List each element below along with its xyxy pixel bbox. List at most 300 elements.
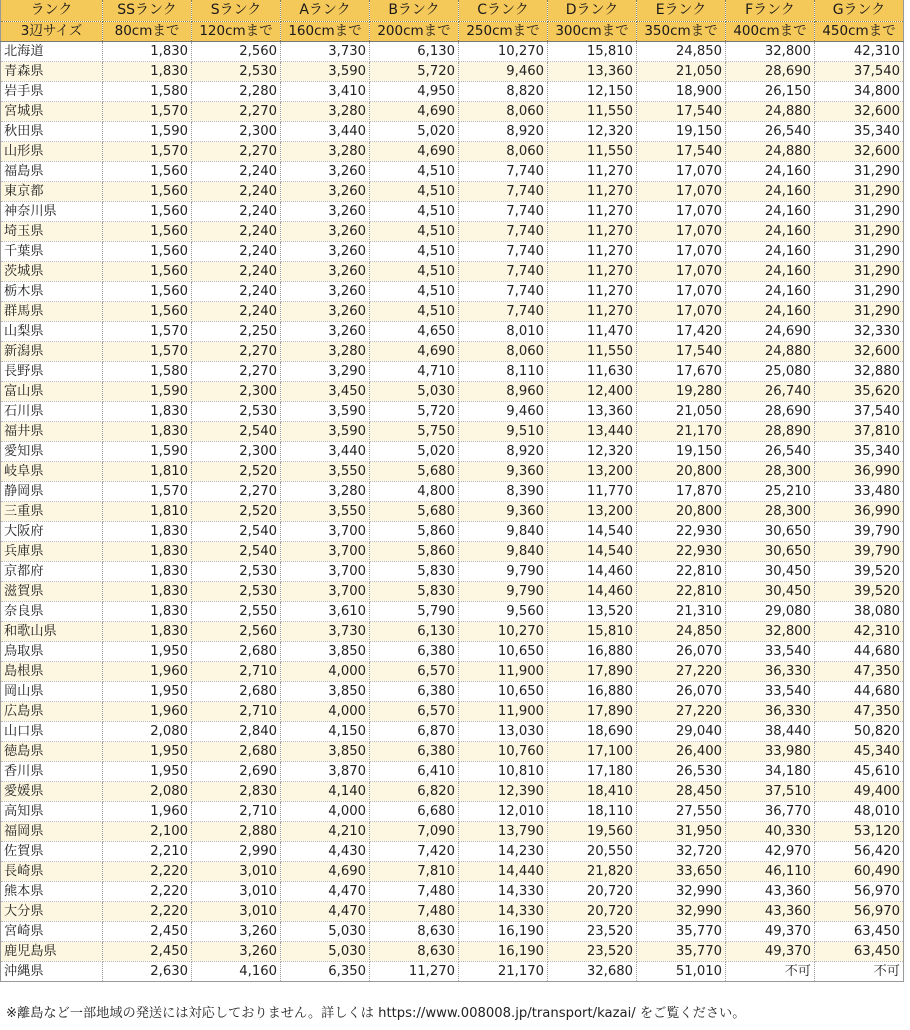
rate-cell: 1,590 — [103, 382, 192, 402]
prefecture-name: 徳島県 — [1, 742, 103, 762]
prefecture-name: 福井県 — [1, 422, 103, 442]
rate-cell: 14,460 — [548, 562, 637, 582]
rate-cell: 20,720 — [548, 902, 637, 922]
rate-cell: 5,750 — [370, 422, 459, 442]
rate-cell: 4,510 — [370, 242, 459, 262]
prefecture-name: 秋田県 — [1, 122, 103, 142]
rate-cell: 3,260 — [281, 302, 370, 322]
rate-cell: 5,830 — [370, 582, 459, 602]
rate-cell: 32,800 — [726, 42, 815, 62]
rate-cell: 2,520 — [192, 502, 281, 522]
rate-cell: 7,740 — [459, 302, 548, 322]
table-row — [1, 322, 904, 342]
table-row — [1, 362, 904, 382]
rate-cell: 60,490 — [815, 862, 904, 882]
rate-cell: 11,270 — [370, 962, 459, 982]
rate-cell: 35,340 — [815, 442, 904, 462]
rate-cell: 21,170 — [459, 962, 548, 982]
rate-cell: 42,970 — [726, 842, 815, 862]
rate-cell: 36,330 — [726, 702, 815, 722]
rate-cell: 9,460 — [459, 62, 548, 82]
header-cell: 350cmまで — [637, 22, 726, 42]
prefecture-name: 滋賀県 — [1, 582, 103, 602]
rate-cell: 3,870 — [281, 762, 370, 782]
table-row — [1, 782, 904, 802]
rate-cell: 13,360 — [548, 62, 637, 82]
rate-cell: 24,880 — [726, 142, 815, 162]
rate-cell: 11,270 — [548, 242, 637, 262]
table-row — [1, 662, 904, 682]
rate-cell: 1,590 — [103, 122, 192, 142]
rate-cell: 2,560 — [192, 622, 281, 642]
rate-cell: 7,480 — [370, 902, 459, 922]
rate-cell: 1,560 — [103, 182, 192, 202]
rate-cell: 34,180 — [726, 762, 815, 782]
rate-cell: 17,070 — [637, 182, 726, 202]
rate-cell: 24,160 — [726, 222, 815, 242]
prefecture-name: 鳥取県 — [1, 642, 103, 662]
rate-cell: 2,240 — [192, 222, 281, 242]
rate-cell: 20,800 — [637, 502, 726, 522]
rate-cell: 1,830 — [103, 542, 192, 562]
rate-cell: 11,900 — [459, 702, 548, 722]
rate-cell: 4,140 — [281, 782, 370, 802]
rate-cell: 26,540 — [726, 442, 815, 462]
rate-cell: 1,590 — [103, 442, 192, 462]
rate-cell: 4,690 — [281, 862, 370, 882]
rate-cell: 22,930 — [637, 522, 726, 542]
table-row — [1, 82, 904, 102]
prefecture-name: 長野県 — [1, 362, 103, 382]
rate-cell: 1,830 — [103, 522, 192, 542]
rate-cell: 12,320 — [548, 442, 637, 462]
rate-cell: 18,900 — [637, 82, 726, 102]
rate-cell: 13,440 — [548, 422, 637, 442]
rate-cell: 31,290 — [815, 162, 904, 182]
rate-cell: 1,560 — [103, 162, 192, 182]
rate-cell: 2,540 — [192, 542, 281, 562]
rate-cell: 4,690 — [370, 102, 459, 122]
rate-cell: 5,030 — [370, 382, 459, 402]
rate-cell: 4,000 — [281, 662, 370, 682]
rate-cell: 13,360 — [548, 402, 637, 422]
rate-cell: 24,160 — [726, 202, 815, 222]
rate-cell: 35,770 — [637, 942, 726, 962]
rate-cell: 31,290 — [815, 222, 904, 242]
rate-cell: 42,310 — [815, 42, 904, 62]
rate-cell: 15,810 — [548, 622, 637, 642]
rate-cell: 7,420 — [370, 842, 459, 862]
rate-cell: 不可 — [815, 962, 904, 982]
table-header — [1, 0, 904, 42]
rate-cell: 3,280 — [281, 102, 370, 122]
rate-cell: 1,830 — [103, 622, 192, 642]
prefecture-name: 埼玉県 — [1, 222, 103, 242]
table-row — [1, 162, 904, 182]
rate-cell: 1,830 — [103, 62, 192, 82]
rate-cell: 6,680 — [370, 802, 459, 822]
rate-cell: 2,270 — [192, 362, 281, 382]
rate-cell: 2,680 — [192, 742, 281, 762]
rate-cell: 17,420 — [637, 322, 726, 342]
rate-cell: 5,860 — [370, 522, 459, 542]
rate-cell: 2,240 — [192, 162, 281, 182]
rate-cell: 51,010 — [637, 962, 726, 982]
rate-cell: 3,260 — [192, 922, 281, 942]
rate-cell: 3,440 — [281, 442, 370, 462]
rate-cell: 7,740 — [459, 182, 548, 202]
rate-cell: 4,210 — [281, 822, 370, 842]
prefecture-name: 大阪府 — [1, 522, 103, 542]
rate-cell: 3,730 — [281, 42, 370, 62]
rate-cell: 9,840 — [459, 522, 548, 542]
rate-cell: 3,010 — [192, 902, 281, 922]
table-row — [1, 802, 904, 822]
rate-cell: 4,710 — [370, 362, 459, 382]
rate-cell: 2,080 — [103, 782, 192, 802]
rate-cell: 36,990 — [815, 502, 904, 522]
rate-cell: 13,520 — [548, 602, 637, 622]
rate-cell: 35,770 — [637, 922, 726, 942]
table-row — [1, 742, 904, 762]
rate-cell: 22,810 — [637, 582, 726, 602]
prefecture-name: 宮城県 — [1, 102, 103, 122]
rate-cell: 45,610 — [815, 762, 904, 782]
table-row — [1, 542, 904, 562]
rate-cell: 4,510 — [370, 202, 459, 222]
rate-cell: 8,010 — [459, 322, 548, 342]
table-row — [1, 642, 904, 662]
rate-cell: 43,360 — [726, 882, 815, 902]
rate-cell: 13,790 — [459, 822, 548, 842]
rate-cell: 6,380 — [370, 642, 459, 662]
rate-cell: 56,970 — [815, 902, 904, 922]
rate-cell: 1,570 — [103, 322, 192, 342]
rate-cell: 11,270 — [548, 262, 637, 282]
rate-cell: 32,680 — [548, 962, 637, 982]
prefecture-name: 福岡県 — [1, 822, 103, 842]
table-row — [1, 302, 904, 322]
header-cell: 200cmまで — [370, 22, 459, 42]
rate-cell: 17,070 — [637, 222, 726, 242]
rate-cell: 3,260 — [281, 242, 370, 262]
rate-cell: 1,830 — [103, 42, 192, 62]
table-row — [1, 402, 904, 422]
rate-cell: 3,280 — [281, 482, 370, 502]
rate-cell: 1,580 — [103, 82, 192, 102]
rate-cell: 11,770 — [548, 482, 637, 502]
prefecture-name: 岩手県 — [1, 82, 103, 102]
table-row — [1, 422, 904, 442]
rate-cell: 24,880 — [726, 342, 815, 362]
rate-cell: 44,680 — [815, 682, 904, 702]
prefecture-name: 沖縄県 — [1, 962, 103, 982]
rate-cell: 32,720 — [637, 842, 726, 862]
rate-cell: 2,270 — [192, 102, 281, 122]
prefecture-name: 熊本県 — [1, 882, 103, 902]
prefecture-name: 兵庫県 — [1, 542, 103, 562]
rate-cell: 32,600 — [815, 102, 904, 122]
rate-cell: 49,400 — [815, 782, 904, 802]
rate-cell: 7,810 — [370, 862, 459, 882]
rate-cell: 3,440 — [281, 122, 370, 142]
table-row — [1, 122, 904, 142]
rate-cell: 8,920 — [459, 442, 548, 462]
rate-cell: 5,830 — [370, 562, 459, 582]
footnote: ※離島など一部地域の発送には対応しておりません。詳しくは https://www.008008.jp/transport/kazai/ をご覧ください。 — [6, 1006, 746, 1021]
rate-cell: 2,220 — [103, 882, 192, 902]
rate-cell: 22,930 — [637, 542, 726, 562]
rate-cell: 37,540 — [815, 402, 904, 422]
rate-cell: 5,680 — [370, 502, 459, 522]
rate-cell: 3,700 — [281, 522, 370, 542]
rate-cell: 11,270 — [548, 202, 637, 222]
rate-cell: 2,630 — [103, 962, 192, 982]
rate-cell: 26,740 — [726, 382, 815, 402]
rate-cell: 8,630 — [370, 922, 459, 942]
rate-cell: 1,560 — [103, 282, 192, 302]
rate-cell: 2,450 — [103, 942, 192, 962]
rate-cell: 5,790 — [370, 602, 459, 622]
rate-cell: 17,540 — [637, 102, 726, 122]
rate-cell: 11,550 — [548, 142, 637, 162]
rate-cell: 14,540 — [548, 522, 637, 542]
rate-cell: 31,290 — [815, 182, 904, 202]
rate-cell: 4,950 — [370, 82, 459, 102]
rate-cell: 17,540 — [637, 342, 726, 362]
rate-cell: 21,170 — [637, 422, 726, 442]
rate-cell: 63,450 — [815, 942, 904, 962]
rate-cell: 15,810 — [548, 42, 637, 62]
rate-cell: 17,070 — [637, 242, 726, 262]
rate-cell: 32,330 — [815, 322, 904, 342]
rate-cell: 2,710 — [192, 702, 281, 722]
rate-cell: 2,450 — [103, 922, 192, 942]
rate-cell: 21,050 — [637, 62, 726, 82]
rate-cell: 45,340 — [815, 742, 904, 762]
table-row — [1, 42, 904, 62]
rate-cell: 14,540 — [548, 542, 637, 562]
rate-cell: 3,590 — [281, 402, 370, 422]
rate-cell: 24,160 — [726, 242, 815, 262]
rate-cell: 17,070 — [637, 202, 726, 222]
rate-cell: 5,030 — [281, 922, 370, 942]
rate-cell: 32,990 — [637, 902, 726, 922]
rate-cell: 17,870 — [637, 482, 726, 502]
rate-cell: 2,680 — [192, 682, 281, 702]
rate-cell: 56,970 — [815, 882, 904, 902]
rate-cell: 6,130 — [370, 622, 459, 642]
table-row — [1, 262, 904, 282]
rate-cell: 9,790 — [459, 562, 548, 582]
table-row — [1, 142, 904, 162]
header-row-rank — [1, 0, 904, 22]
rate-cell: 36,330 — [726, 662, 815, 682]
rate-cell: 7,740 — [459, 202, 548, 222]
rate-cell: 2,220 — [103, 862, 192, 882]
rate-cell: 1,560 — [103, 242, 192, 262]
prefecture-name: 福島県 — [1, 162, 103, 182]
rate-cell: 4,510 — [370, 222, 459, 242]
rate-cell: 1,560 — [103, 202, 192, 222]
rate-cell: 9,460 — [459, 402, 548, 422]
rate-cell: 2,690 — [192, 762, 281, 782]
rate-cell: 2,880 — [192, 822, 281, 842]
header-cell: Cランク — [459, 0, 548, 22]
rate-cell: 20,720 — [548, 882, 637, 902]
rate-cell: 24,690 — [726, 322, 815, 342]
rate-cell: 2,250 — [192, 322, 281, 342]
header-cell: Aランク — [281, 0, 370, 22]
rate-cell: 3,260 — [281, 182, 370, 202]
rate-cell: 39,520 — [815, 582, 904, 602]
rate-cell: 26,540 — [726, 122, 815, 142]
rate-cell: 1,570 — [103, 142, 192, 162]
rate-cell: 4,510 — [370, 182, 459, 202]
rate-cell: 5,860 — [370, 542, 459, 562]
rate-cell: 11,550 — [548, 102, 637, 122]
rate-cell: 26,070 — [637, 682, 726, 702]
rate-cell: 28,690 — [726, 402, 815, 422]
rate-cell: 14,460 — [548, 582, 637, 602]
prefecture-name: 佐賀県 — [1, 842, 103, 862]
rate-cell: 4,430 — [281, 842, 370, 862]
rate-cell: 6,570 — [370, 702, 459, 722]
rate-cell: 6,570 — [370, 662, 459, 682]
table-row — [1, 202, 904, 222]
rate-cell: 32,800 — [726, 622, 815, 642]
rate-cell: 1,950 — [103, 642, 192, 662]
rate-cell: 2,710 — [192, 802, 281, 822]
rate-cell: 3,260 — [281, 322, 370, 342]
rate-cell: 14,440 — [459, 862, 548, 882]
table-row — [1, 822, 904, 842]
rate-cell: 24,880 — [726, 102, 815, 122]
prefecture-name: 島根県 — [1, 662, 103, 682]
rate-cell: 6,350 — [281, 962, 370, 982]
rate-cell: 4,000 — [281, 702, 370, 722]
rate-cell: 13,200 — [548, 502, 637, 522]
rate-cell: 1,960 — [103, 702, 192, 722]
rate-cell: 3,850 — [281, 642, 370, 662]
rate-cell: 3,410 — [281, 82, 370, 102]
rate-cell: 3,260 — [192, 942, 281, 962]
rate-cell: 3,850 — [281, 742, 370, 762]
rate-cell: 28,450 — [637, 782, 726, 802]
rate-cell: 8,060 — [459, 342, 548, 362]
rate-cell: 31,290 — [815, 262, 904, 282]
rate-cell: 12,320 — [548, 122, 637, 142]
rate-cell: 2,100 — [103, 822, 192, 842]
rate-cell: 11,270 — [548, 222, 637, 242]
rate-cell: 32,600 — [815, 142, 904, 162]
rate-cell: 10,270 — [459, 622, 548, 642]
rate-cell: 23,520 — [548, 922, 637, 942]
rate-cell: 11,470 — [548, 322, 637, 342]
rate-cell: 7,740 — [459, 282, 548, 302]
rate-cell: 2,240 — [192, 242, 281, 262]
rate-cell: 2,240 — [192, 182, 281, 202]
rate-cell: 17,070 — [637, 302, 726, 322]
prefecture-name: 奈良県 — [1, 602, 103, 622]
rate-cell: 2,540 — [192, 522, 281, 542]
rate-cell: 24,850 — [637, 622, 726, 642]
rate-cell: 5,020 — [370, 122, 459, 142]
header-cell: Bランク — [370, 0, 459, 22]
rate-cell: 7,480 — [370, 882, 459, 902]
rate-cell: 10,270 — [459, 42, 548, 62]
rate-cell: 5,680 — [370, 462, 459, 482]
rate-cell: 2,840 — [192, 722, 281, 742]
rate-cell: 37,810 — [815, 422, 904, 442]
rate-cell: 28,690 — [726, 62, 815, 82]
rate-cell: 17,670 — [637, 362, 726, 382]
prefecture-name: 茨城県 — [1, 262, 103, 282]
table-row — [1, 282, 904, 302]
rate-cell: 38,080 — [815, 602, 904, 622]
rate-cell: 18,690 — [548, 722, 637, 742]
rate-cell: 8,390 — [459, 482, 548, 502]
rate-cell: 2,220 — [103, 902, 192, 922]
rate-cell: 2,270 — [192, 482, 281, 502]
rate-cell: 12,400 — [548, 382, 637, 402]
rate-cell: 2,530 — [192, 562, 281, 582]
rate-cell: 4,510 — [370, 282, 459, 302]
table-row — [1, 722, 904, 742]
header-cell: 160cmまで — [281, 22, 370, 42]
rate-cell: 8,820 — [459, 82, 548, 102]
rate-cell: 30,650 — [726, 542, 815, 562]
rate-cell: 12,150 — [548, 82, 637, 102]
rate-cell: 7,090 — [370, 822, 459, 842]
rate-cell: 2,680 — [192, 642, 281, 662]
rate-cell: 14,230 — [459, 842, 548, 862]
rate-cell: 13,200 — [548, 462, 637, 482]
rate-cell: 10,760 — [459, 742, 548, 762]
rate-cell: 1,830 — [103, 602, 192, 622]
rate-cell: 22,810 — [637, 562, 726, 582]
table-row — [1, 602, 904, 622]
rate-cell: 2,210 — [103, 842, 192, 862]
table-row — [1, 482, 904, 502]
rate-cell: 3,260 — [281, 162, 370, 182]
prefecture-name: 大分県 — [1, 902, 103, 922]
rate-cell: 2,710 — [192, 662, 281, 682]
rate-cell: 5,030 — [281, 942, 370, 962]
prefecture-name: 山口県 — [1, 722, 103, 742]
table-row — [1, 922, 904, 942]
rate-cell: 21,050 — [637, 402, 726, 422]
rate-cell: 2,830 — [192, 782, 281, 802]
prefecture-name: 山形県 — [1, 142, 103, 162]
header-cell: Sランク — [192, 0, 281, 22]
rate-cell: 2,240 — [192, 302, 281, 322]
rate-cell: 16,190 — [459, 942, 548, 962]
rate-cell: 32,990 — [637, 882, 726, 902]
rate-cell: 1,830 — [103, 562, 192, 582]
header-cell: Gランク — [815, 0, 904, 22]
rate-cell: 12,390 — [459, 782, 548, 802]
table-row — [1, 842, 904, 862]
rate-cell: 17,100 — [548, 742, 637, 762]
rate-cell: 5,020 — [370, 442, 459, 462]
rate-cell: 29,080 — [726, 602, 815, 622]
rate-cell: 4,510 — [370, 162, 459, 182]
prefecture-name: 和歌山県 — [1, 622, 103, 642]
rate-cell: 3,550 — [281, 462, 370, 482]
rate-cell: 4,650 — [370, 322, 459, 342]
table-body — [1, 42, 904, 982]
